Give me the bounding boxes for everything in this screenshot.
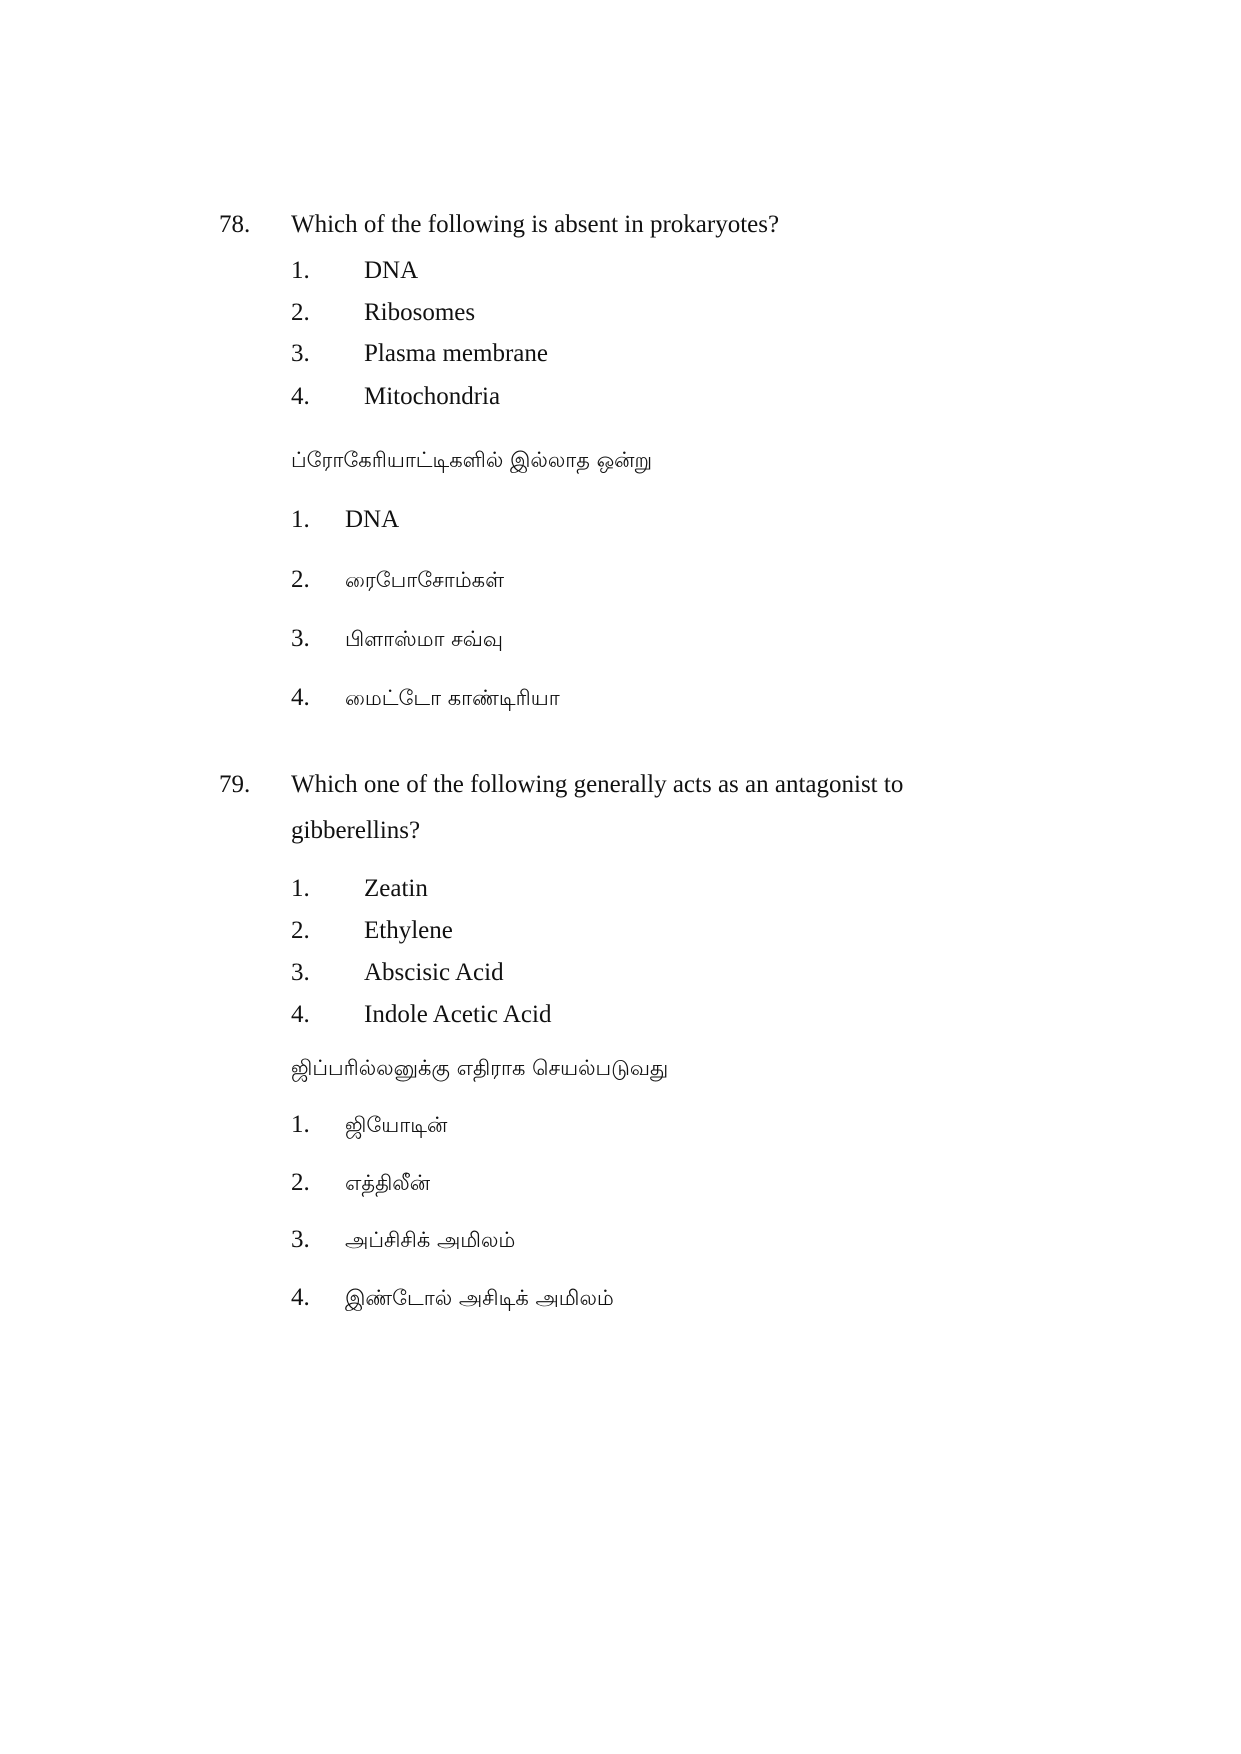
option-number: 1. [291, 506, 310, 533]
option-number: 2. [291, 299, 310, 326]
option-text: மைட்டோ காண்டிரியா [345, 686, 560, 710]
option-tamil-1 [0, 1110, 1241, 1140]
option-number: 1. [291, 875, 310, 902]
option-tamil-2 [0, 565, 1241, 595]
question-text-tamil: ப்ரோகேரியாட்டிகளில் இல்லாத ஒன்று [291, 448, 653, 472]
option-text: Zeatin [364, 875, 428, 902]
option-number: 3. [291, 1226, 310, 1253]
option-number: 4. [291, 684, 310, 711]
option-text: Mitochondria [364, 383, 501, 410]
option-number: 3. [291, 959, 310, 986]
option-number: 3. [291, 625, 310, 652]
option-number: 2. [291, 1169, 310, 1196]
option-text: Ribosomes [364, 299, 476, 326]
option-text: இண்டோல் அசிடிக் அமிலம் [345, 1286, 614, 1310]
option-tamil-3 [0, 1225, 1241, 1255]
option-text: Abscisic Acid [364, 959, 504, 986]
option-tamil-4 [0, 1283, 1241, 1313]
question-text-english: Which one of the following generally acts as an antagonist to gibberellins? [291, 771, 904, 844]
option-english-3 [0, 958, 1241, 988]
option-text: அப்சிசிக் அமிலம் [345, 1228, 516, 1252]
option-number: 2. [291, 917, 310, 944]
question-text-tamil: ஜிப்பரில்லனுக்கு எதிராக செயல்படுவது [291, 1056, 669, 1080]
option-text: ஜியோடின் [345, 1113, 448, 1137]
option-tamil-4 [0, 683, 1241, 713]
option-english-4 [0, 1000, 1241, 1030]
option-text: ரைபோசோம்கள் [345, 568, 505, 592]
option-number: 1. [291, 1111, 310, 1138]
option-tamil-1 [0, 505, 1241, 535]
option-text: Ethylene [364, 917, 453, 944]
option-english-4 [0, 382, 1241, 412]
option-number: 4. [291, 1284, 310, 1311]
option-english-2 [0, 916, 1241, 946]
option-text: DNA [345, 506, 400, 533]
option-english-1 [0, 256, 1241, 286]
option-text: Indole Acetic Acid [364, 1001, 552, 1028]
option-tamil-2 [0, 1168, 1241, 1198]
option-tamil-3 [0, 624, 1241, 654]
option-text: Plasma membrane [364, 340, 548, 367]
question-number: 79. [219, 771, 251, 798]
option-number: 4. [291, 383, 310, 410]
option-number: 4. [291, 1001, 310, 1028]
question-number: 78. [219, 211, 251, 238]
option-number: 2. [291, 566, 310, 593]
option-english-1 [0, 874, 1241, 904]
option-number: 3. [291, 340, 310, 367]
question-text-english: Which of the following is absent in prokaryotes? [291, 211, 780, 238]
option-english-3 [0, 339, 1241, 369]
option-text: எத்திலீன் [345, 1171, 431, 1195]
option-number: 1. [291, 257, 310, 284]
option-text: பிளாஸ்மா சவ்வு [345, 627, 504, 651]
option-text: DNA [364, 257, 419, 284]
option-english-2 [0, 298, 1241, 328]
